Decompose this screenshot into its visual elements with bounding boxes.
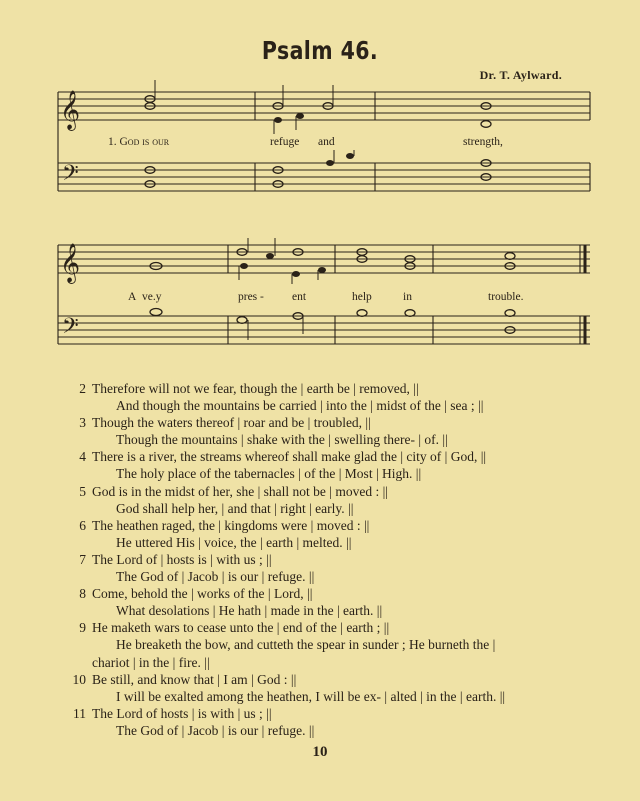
- note-head: [296, 113, 304, 119]
- verse-number: 9: [79, 620, 86, 636]
- lyric-syllable: help: [352, 291, 372, 303]
- verse: [70, 671, 600, 705]
- verse-line: Come, behold the | works of the | Lord, ||: [92, 586, 313, 602]
- verse: [70, 448, 600, 482]
- verse-number: 6: [79, 517, 86, 533]
- verse-number: 4: [79, 449, 86, 465]
- verse-number: 5: [79, 483, 86, 499]
- verse-line: The God of | Jacob | is our | refuge. ||: [116, 722, 315, 738]
- lyric-syllable: pres -: [238, 291, 264, 303]
- bass-clef-icon: 𝄢: [62, 314, 79, 344]
- note-head: [318, 267, 326, 273]
- verse-line: Though the mountains | shake with the | swelling there- | of. ||: [116, 432, 448, 448]
- staff-bass-1: [58, 163, 590, 191]
- verse-line: I will be exalted among the heathen, I will be ex- | alted | in the | earth. ||: [116, 688, 506, 704]
- verse-line: God shall help her, | and that | right | early. ||: [116, 500, 354, 516]
- verse-line: And though the mountains be carried | into the | midst of the | sea ; ||: [116, 398, 484, 414]
- lyric-syllable: A: [128, 291, 137, 303]
- page-title: Psalm 46.: [261, 36, 379, 65]
- verse-line: God is in the midst of her, she | shall not be | moved : ||: [92, 483, 388, 499]
- staff-treble-1: [58, 92, 590, 120]
- verse-line: The holy place of the tabernacles | of the | Most | High. ||: [116, 466, 422, 482]
- verse-number: 2: [79, 381, 86, 396]
- lyric-syllable: strength,: [463, 136, 503, 148]
- note-head: [346, 153, 354, 159]
- verse: [70, 414, 600, 448]
- psalm-verses: [70, 380, 600, 739]
- verse: [70, 483, 600, 517]
- verse: [70, 517, 600, 551]
- lyric-syllable: 1. God is our: [108, 136, 170, 148]
- verse-line: The God of | Jacob | is our | refuge. ||: [116, 569, 315, 585]
- verse-line: He maketh wars to cease unto the | end of the | earth ; ||: [92, 620, 390, 636]
- treble-clef-icon: 𝄞: [60, 243, 81, 283]
- lyric-syllable: and: [318, 136, 335, 148]
- bass-clef-icon: 𝄢: [62, 161, 79, 191]
- lyric-syllable: ent: [292, 291, 307, 303]
- note-head: [481, 121, 491, 128]
- note-head: [150, 309, 162, 316]
- note-head: [505, 253, 515, 260]
- verse-line: Be still, and know that | I am | God : ||: [92, 671, 297, 687]
- note-head: [292, 271, 300, 277]
- verse-number: 3: [79, 415, 86, 431]
- lyric-syllable: refuge: [270, 136, 300, 148]
- verse-line: He uttered His | voice, the | earth | melted. ||: [116, 534, 352, 550]
- note-head: [274, 117, 282, 123]
- verse-number: 11: [73, 705, 86, 721]
- verse: [70, 551, 600, 585]
- note-head: [357, 310, 367, 317]
- verse-number: 8: [79, 586, 86, 602]
- note-head: [266, 253, 274, 259]
- note-head: [237, 317, 247, 324]
- verse-number: 7: [79, 551, 86, 567]
- lyric-syllable: ve.y: [142, 291, 162, 303]
- verse: [70, 585, 600, 619]
- verse-number: 10: [72, 671, 86, 687]
- page-number: 10: [312, 744, 328, 760]
- verse-line: There is a river, the streams whereof shall make glad the | city of | God, ||: [92, 449, 487, 465]
- verse: [70, 380, 600, 414]
- note-head: [405, 310, 415, 317]
- lyric-syllable: trouble.: [488, 291, 524, 303]
- music-score: [0, 0, 640, 360]
- verse-line: Though the waters thereof | roar and be | troubled, ||: [92, 415, 371, 431]
- verse-line: chariot | in the | fire. ||: [92, 654, 210, 670]
- composer-credit: Dr. T. Aylward.: [479, 68, 562, 82]
- staff-bass-2: [58, 316, 590, 344]
- verse-line: The Lord of | hosts is | with us ; ||: [92, 551, 272, 567]
- note-head: [505, 310, 515, 317]
- lyric-syllable: in: [403, 291, 412, 303]
- verse-line: He breaketh the bow, and cutteth the spear in sunder ; He burneth the |: [116, 637, 496, 653]
- verse-line: Therefore will not we fear, though the | earth be | removed, ||: [92, 381, 419, 396]
- verse-line: The heathen raged, the | kingdoms were | moved : ||: [92, 517, 370, 533]
- verse-line: The Lord of hosts | is with | us ; ||: [92, 705, 272, 721]
- treble-clef-icon: 𝄞: [60, 90, 81, 130]
- verse-line: What desolations | He hath | made in the | earth. ||: [116, 603, 383, 619]
- verse: [70, 619, 600, 670]
- note-head: [240, 263, 248, 269]
- verse: [70, 705, 600, 739]
- note-head: [326, 160, 334, 166]
